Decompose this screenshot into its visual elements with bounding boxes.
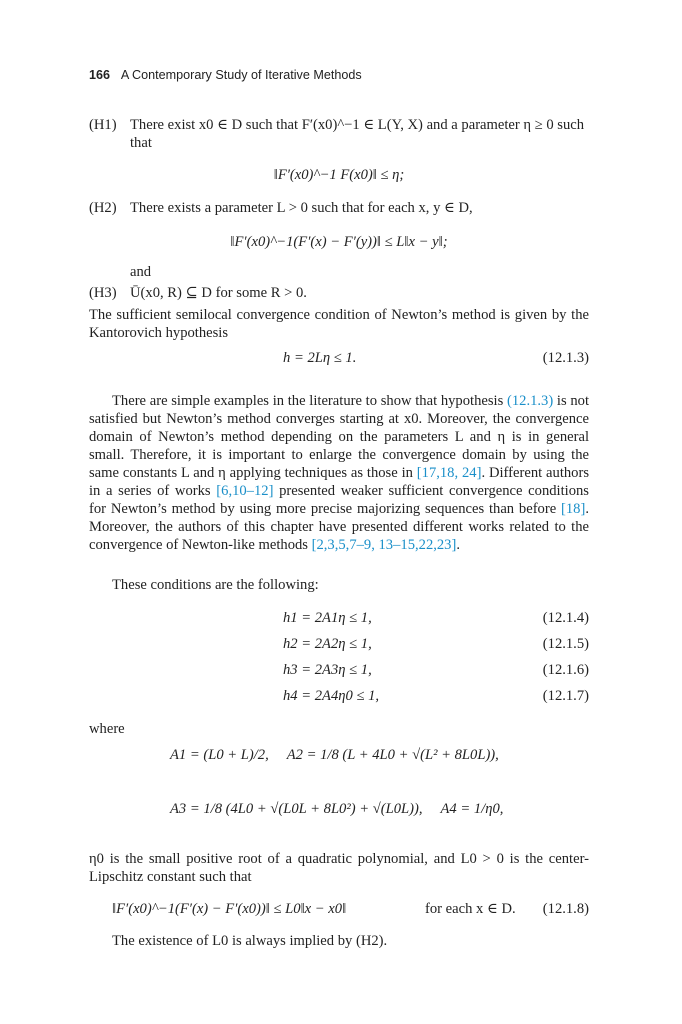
equation-number-12-1-5: (12.1.5) [542,636,589,652]
and-word: and [130,264,152,280]
center-lipschitz-condition: for each x ∈ D. [425,901,516,917]
h4-equation: h4 = 2A4η0 ≤ 1, [283,688,380,704]
equation-number-12-1-8: (12.1.8) [542,901,589,917]
center-lipschitz-equation: ‖F′(x0)^−1(F′(x) − F′(x0))‖ ≤ L0‖x − x0‖ [112,901,347,917]
definition-a2: A2 = 1/8 (L + 4L0 + √(L² + 8L0L)) [286,747,496,763]
h3-equation: h3 = 2A3η ≤ 1, [283,662,372,678]
equation-number-12-1-4: (12.1.4) [542,610,589,626]
para-text: . [456,537,460,553]
para-text: . Different authors in a series of works [89,465,590,499]
definition-a1: A1 = (L0 + L)/2 [170,747,266,763]
ref-link-6-10-12[interactable]: [6,10–12] [216,483,274,499]
intro-paragraph: The sufficient semilocal convergence condition of Newton’s method is given by the Kantorovich hypothesis [89,307,589,341]
closing-sentence: The existence of L0 is always implied by (H2). [112,933,388,949]
para-text: There are simple examples in the literature to show that hypothesis [112,393,507,409]
literature-paragraph [89,392,589,554]
para-text: . Moreover, the authors of this chapter have presented different works related to the convergence of Newton-like methods [89,501,589,553]
equation-number-12-1-6: (12.1.6) [542,662,589,678]
ref-link-17-18-24[interactable]: [17,18, 24] [416,465,482,481]
h2-equation: h2 = 2A2η ≤ 1, [283,636,372,652]
condition-text-h2: There exists a parameter L > 0 such that for each x, y ∈ D, [130,200,473,216]
definition-a3-a4: A3 = 1/8 (4L0 + √(L0L + 8L0²) + √(L0L)), A4 = 1/η0, [170,801,504,817]
equation-kantorovich: h = 2Lη ≤ 1. [283,350,357,366]
book-title: A Contemporary Study of Iterative Methods [120,68,362,82]
ref-link-2-3-5-7-9[interactable]: [2,3,5,7–9, 13–15,22,23] [311,537,457,553]
these-conditions-line: These conditions are the following: [112,577,319,593]
condition-text-h1: There exist x0 ∈ D such that F′(x0)^−1 ∈ L(Y, X) and a parameter η ≥ 0 such that [130,117,585,151]
para-text: presented weaker sufficient convergence conditions for Newton’s method by using more precise majorizing sequences than before [89,483,589,517]
condition-label-h1: (H1) [89,117,117,133]
equation-h1: ‖F′(x0)^−1 F(x0)‖ ≤ η; [273,167,405,183]
condition-text-h3: Ū(x0, R) ⊆ D for some R > 0. [130,285,307,301]
equation-h2: ‖F′(x0)^−1(F′(x) − F′(y))‖ ≤ L‖x − y‖; [230,234,448,250]
equation-number-12-1-3: (12.1.3) [542,350,589,366]
para-text: is not satisfied but Newton’s method converges starting at x0. Moreover, the convergence domain of Newton’s method depending on the parameters L and η is in general small. Therefore, it is important to enlarge the convergence domain by using the same constants L and η applying techniques as those in [89,393,590,481]
equation-number-12-1-7: (12.1.7) [542,688,589,704]
definition-a3: A3 = 1/8 (4L0 + √(L0L + 8L0²) + √(L0L)) [170,801,419,817]
ref-link-18[interactable]: [18] [561,501,586,517]
eta0-paragraph: η0 is the small positive root of a quadratic polynomial, and L0 > 0 is the center-Lipschitz constant such that [89,851,589,885]
page-number: 166 [89,68,111,82]
definition-a1-a2: A1 = (L0 + L)/2, A2 = 1/8 (L + 4L0 + √(L² + 8L0L)), [170,747,499,763]
condition-label-h3: (H3) [89,285,117,301]
where-word: where [89,721,125,737]
definition-a4: A4 = 1/η0 [440,801,500,817]
condition-label-h2: (H2) [89,200,117,216]
h1-equation: h1 = 2A1η ≤ 1, [283,610,372,626]
running-header [89,66,362,84]
ref-link-12-1-3[interactable]: (12.1.3) [506,393,554,409]
